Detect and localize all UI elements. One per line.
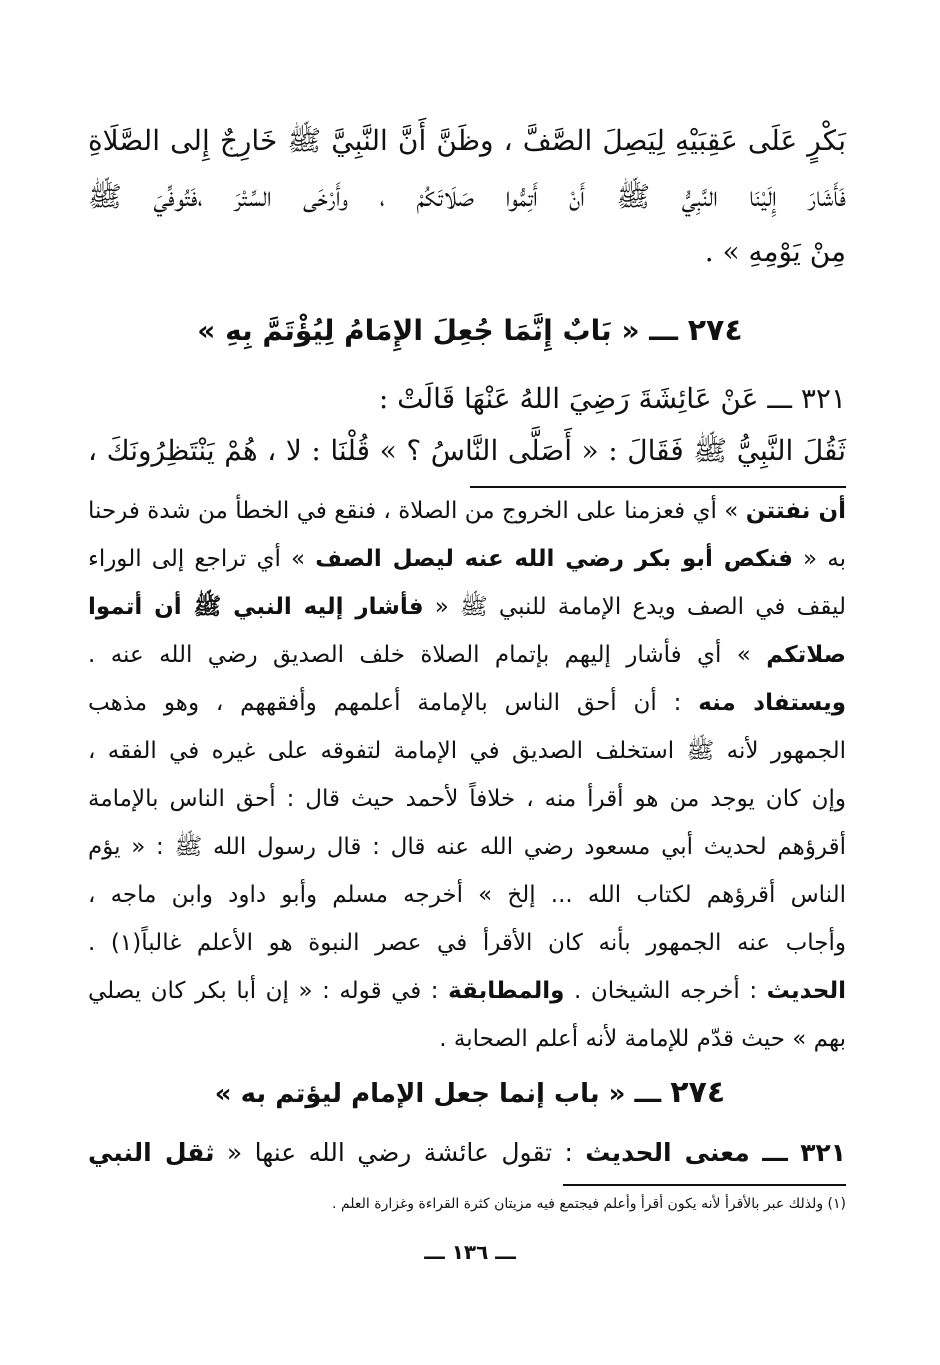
bold-term: الحديث [766, 978, 846, 1004]
chapter-dash: ـــ [649, 314, 678, 347]
commentary-line-1 [88, 500, 846, 523]
bold-term: ٣٢١ [800, 1138, 847, 1167]
commentary-text: » أي فأشار إليهم بإتمام الصلاة خلف الصديق رضي الله عنه . [88, 642, 767, 668]
commentary-text: » أي تراجع إلى الوراء [88, 546, 316, 572]
chapter-number: ٢٧٤ [670, 1075, 726, 1110]
hadith-text-line-3: مِنْ يَوْمِهِ » . [704, 235, 846, 268]
chapter-dash: ـــ [634, 1079, 662, 1109]
commentary-text: » أي فعزمنا على الخروج من الصلاة ، فنقع في الخطأ من شدة فرحنا [88, 498, 746, 524]
chapter-title: « بَابٌ إِنَّمَا جُعِلَ الإِمَامُ لِيُؤْتَمَّ بِهِ » [197, 314, 640, 347]
commentary-line-6: الجمهور لأنه ﷺ استخلف الصديق في الإمامة لتفوقه على غيره في الفقه ، [88, 738, 846, 764]
commentary-line-11 [88, 980, 846, 1003]
bold-term: أن نفتتن [745, 498, 847, 524]
bold-term: فأشار إليه النبي ﷺ أن أتموا [88, 594, 424, 620]
commentary-line-4 [88, 644, 846, 667]
commentary-text: ليقف في الصف ويدع الإمامة للنبي ﷺ « [423, 594, 846, 620]
commentary-line-9: الناس أقرؤهم لكتاب الله ... إلخ » أخرجه مسلم وأبو داود وابن ماجه ، [88, 882, 846, 908]
hadith-321-line-2: ثَقُلَ النَّبِيُّ ﷺ فَقَالَ : « أَصَلَّى النَّاسُ ؟ » قُلْنَا : لا ، هُمْ يَنْتَظِرُونَكَ ، [88, 434, 846, 467]
chapter-heading-commentary [0, 1075, 940, 1110]
commentary-line-10: وأجاب عنه الجمهور بأنه كان الأقرأ في عصر النبوة هو الأعلم غالباً(١) . [88, 930, 846, 956]
bold-term: ـــ [762, 1138, 788, 1167]
bold-term: ثقل النبي [88, 1138, 215, 1167]
commentary-line-12: بهم » حيث قدّم للإمامة لأنه أعلم الصحابة . [439, 1026, 846, 1052]
hadith-text-line-2: فَأَشَارَ إِلَيْنَا النَّبِيُّ ﷺ أَنْ أَتِمُّوا صَلَاتَكُمْ ، وأَرْخَى السِّتْرَ ،فَتُوفِّيَ ﷺ [88, 180, 846, 213]
commentary-text: : تقول عائشة رضي الله عنها « [214, 1138, 586, 1167]
commentary-text: : في قوله : « إن أبا بكر كان يصلي [88, 978, 449, 1004]
bold-term: ويستفاد منه [698, 690, 847, 716]
footnote: (١) ولذلك عبر بالأقرأ لأنه يكون أقرأ وأعلم فيجتمع فيه مزيتان كثرة القراءة وغزارة العلم . [332, 1196, 846, 1212]
commentary-text: به « [792, 546, 846, 572]
hadith-321-line-1: ٣٢١ ـــ عَنْ عَائِشَةَ رَضِيَ اللهُ عَنْهَا قَالَتْ : [378, 382, 846, 415]
commentary-line-7: وإن كان يوجد من هو أقرأ منه ، خلافاً لأحمد حيث قال : أحق الناس بالإمامة [88, 786, 846, 812]
bold-term: والمطابقة [448, 978, 565, 1004]
bold-term: صلاتكم [766, 642, 846, 668]
chapter-number: ٢٧٤ [687, 313, 743, 348]
hadith-text-line-1: بَكْرٍ عَلَى عَقِبَيْهِ لِيَصِلَ الصَّفَّ ، وظَنَّ أَنَّ النَّبِيَّ ﷺ خَارِجٌ إِلى الصَّلَاةِ [88, 124, 846, 157]
commentary-line-5 [88, 692, 846, 715]
footnote-separator [563, 1184, 846, 1186]
commentary-line-2 [88, 548, 846, 571]
bold-term: فنكص أبو بكر رضي الله عنه ليصل الصف [315, 546, 793, 572]
bold-term: معنى الحديث [585, 1138, 750, 1167]
commentary-line-3 [88, 596, 846, 619]
commentary-line-8: أقرؤهم لحديث أبي مسعود رضي الله عنه قال : قال رسول الله ﷺ : « يؤم [88, 834, 846, 860]
meaning-line [88, 1140, 846, 1165]
page-number: ـــ ١٣٦ ـــ [424, 1240, 516, 1264]
commentary-text: : أن أحق الناس بالإمامة أعلمهم وأفقههم ، وهو مذهب [88, 690, 699, 716]
chapter-heading [0, 313, 940, 348]
section-separator [470, 486, 846, 488]
chapter-title: « باب إنما جعل الإمام ليؤتم به » [214, 1079, 626, 1109]
commentary-text: : أخرجه الشيخان . [564, 978, 767, 1004]
